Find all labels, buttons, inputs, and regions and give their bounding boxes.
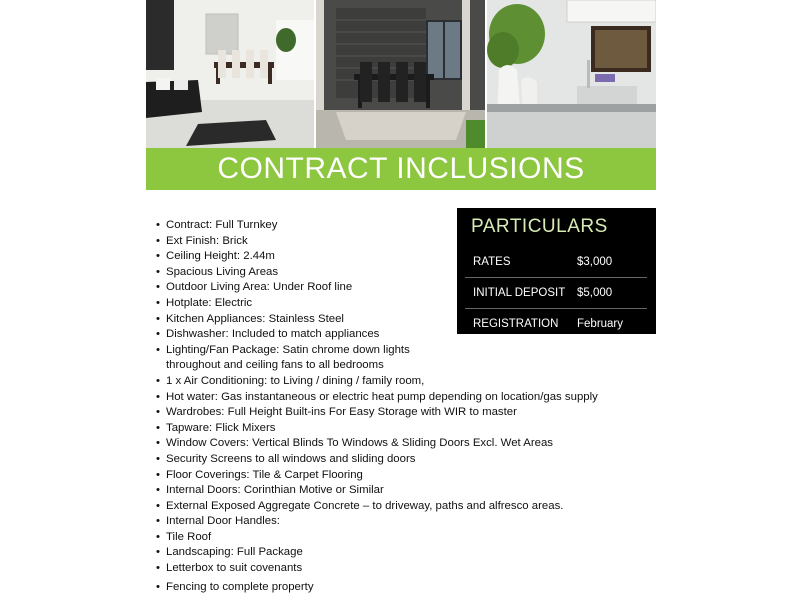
list-item-text: Contract: Full Turnkey bbox=[166, 219, 278, 231]
list-item-text: Fencing to complete property bbox=[166, 580, 314, 593]
list-item bbox=[156, 265, 598, 281]
particulars-value: $3,000 bbox=[577, 256, 613, 268]
list-item-text: Tile Roof bbox=[166, 530, 212, 543]
particulars-title: PARTICULARS bbox=[471, 216, 608, 237]
particulars-value: $5,000 bbox=[577, 287, 613, 299]
inclusions-list bbox=[156, 218, 598, 595]
list-item bbox=[156, 483, 598, 499]
particulars-label: RATES bbox=[473, 256, 511, 268]
list-item-text: Hotplate: Electric bbox=[166, 296, 253, 309]
particulars-value: February 2017 bbox=[577, 318, 624, 360]
list-item bbox=[156, 249, 598, 265]
list-item bbox=[156, 405, 598, 421]
list-item bbox=[156, 499, 598, 515]
list-item bbox=[156, 327, 598, 343]
list-item bbox=[156, 312, 598, 328]
list-item bbox=[156, 561, 598, 577]
list-item-text: Window Covers: Vertical Blinds To Windows & Sliding Doors Excl. Wet Areas bbox=[166, 437, 554, 450]
list-item-text: Internal Door Handles: bbox=[166, 515, 280, 528]
list-item-text: Wardrobes: Full Height Built-ins For Easy Storage with WIR to master bbox=[166, 406, 517, 419]
list-item-text: Outdoor Living Area: Under Roof line bbox=[166, 281, 353, 294]
list-item bbox=[156, 436, 598, 452]
list-item bbox=[156, 343, 598, 374]
list-item-text: Hot water: Gas instantaneous or electric heat pump depending on location/gas supply bbox=[166, 390, 598, 403]
list-item bbox=[156, 374, 598, 390]
living-room-photo bbox=[146, 0, 314, 148]
list-item bbox=[156, 468, 598, 484]
page-title: CONTRACT INCLUSIONS bbox=[146, 148, 656, 190]
list-item-continuation: throughout and ceiling fans to all bedrooms bbox=[166, 359, 384, 372]
list-item bbox=[156, 296, 598, 312]
list-item-text: External Exposed Aggregate Concrete – to driveway, paths and alfresco areas. bbox=[166, 499, 564, 512]
list-item bbox=[156, 218, 598, 234]
photo-strip bbox=[146, 0, 656, 148]
list-item-text: Kitchen Appliances: Stainless Steel bbox=[166, 312, 344, 325]
list-item bbox=[156, 530, 598, 546]
list-item bbox=[156, 514, 598, 530]
particulars-label: REGISTRATION bbox=[473, 318, 559, 330]
list-item bbox=[156, 390, 598, 406]
list-item-text: Ext Finish: Brick bbox=[166, 234, 248, 247]
list-item-text: Internal Doors: Corinthian Motive or Similar bbox=[166, 484, 384, 497]
list-item-text: Floor Coverings: Tile & Carpet Flooring bbox=[166, 468, 363, 481]
list-item-text: Spacious Living Areas bbox=[166, 265, 279, 278]
list-item bbox=[156, 280, 598, 296]
list-item-text: Dishwasher: Included to match appliances bbox=[166, 328, 380, 341]
particulars-label: INITIAL DEPOSIT bbox=[473, 287, 566, 299]
list-item-text: Letterbox to suit covenants bbox=[166, 562, 303, 575]
list-item-text: Landscaping: Full Package bbox=[166, 546, 303, 559]
list-item-text: Lighting/Fan Package: Satin chrome down lights bbox=[166, 343, 410, 356]
list-item-text: 1 x Air Conditioning: to Living / dining / family room, bbox=[166, 374, 425, 387]
kitchen-photo bbox=[487, 0, 656, 148]
list-item-text: Tapware: Flick Mixers bbox=[166, 421, 276, 434]
list-item bbox=[156, 545, 598, 561]
list-item bbox=[156, 234, 598, 250]
list-item bbox=[156, 421, 598, 437]
list-item bbox=[156, 452, 598, 468]
list-item-text: Ceiling Height: 2.44m bbox=[166, 250, 275, 263]
alfresco-photo bbox=[316, 0, 485, 148]
list-item-text: Security Screens to all windows and sliding doors bbox=[166, 452, 416, 465]
list-item bbox=[156, 580, 598, 596]
